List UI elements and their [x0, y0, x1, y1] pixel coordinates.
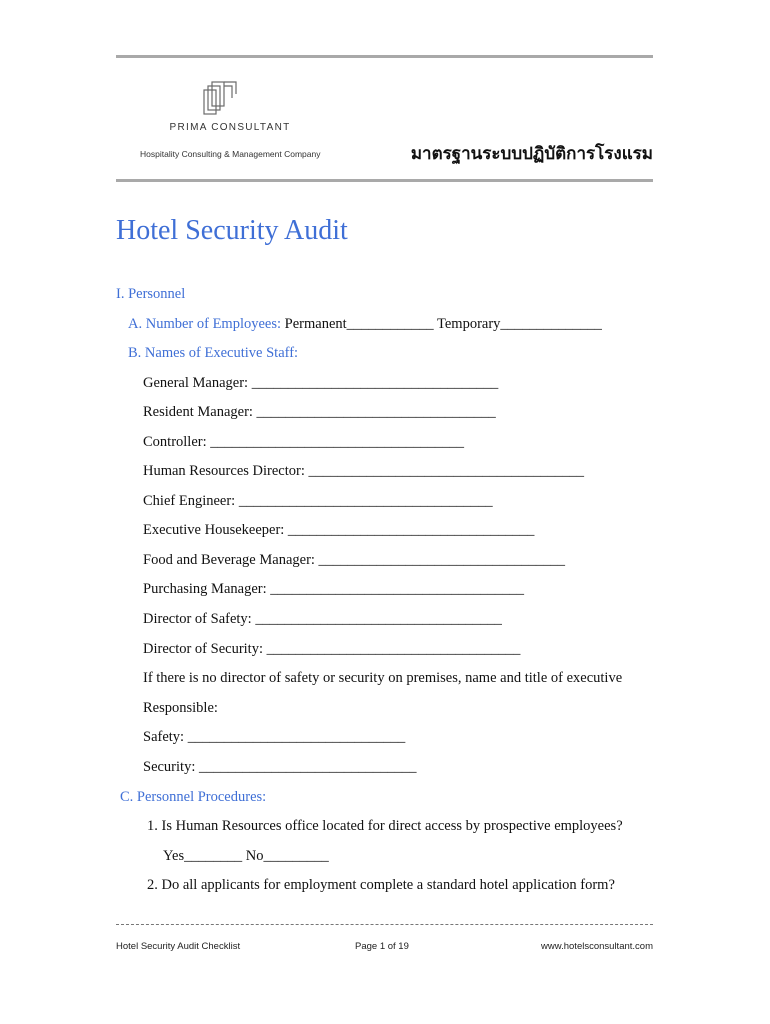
resident-manager-field[interactable]: Resident Manager: _________________________________ [143, 404, 496, 420]
director-of-security-field[interactable]: Director of Security: ___________________________________ [143, 641, 521, 657]
thai-header-title: มาตรฐานระบบปฏิบัติการโรงแรม [410, 144, 653, 164]
security-responsible-field[interactable]: Security: ______________________________ [143, 759, 417, 775]
no-director-note: If there is no director of safety or security on premises, name and title of executive [143, 670, 623, 686]
footer-document-name: Hotel Security Audit Checklist [116, 941, 241, 952]
general-manager-field[interactable]: General Manager: __________________________________ [143, 375, 499, 391]
section-personnel-heading: I. Personnel [116, 286, 186, 302]
purchasing-manager-field[interactable]: Purchasing Manager: ___________________________________ [143, 581, 524, 597]
chief-engineer-field[interactable]: Chief Engineer: ___________________________________ [143, 493, 493, 509]
footer-page-number: Page 1 of 19 [355, 941, 409, 952]
hr-director-field[interactable]: Human Resources Director: ______________________________________ [143, 463, 584, 479]
director-of-safety-field[interactable]: Director of Safety: __________________________________ [143, 611, 502, 627]
controller-field[interactable]: Controller: ___________________________________ [143, 434, 465, 450]
employee-count-label: A. Number of Employees: [128, 316, 282, 332]
footer-dashed-rule [116, 914, 653, 925]
fb-manager-field[interactable]: Food and Beverage Manager: __________________________________ [143, 552, 566, 568]
question-2: 2. Do all applicants for employment complete a standard hotel application form? [147, 877, 615, 893]
executive-staff-heading: B. Names of Executive Staff: [128, 345, 299, 361]
safety-responsible-field[interactable]: Safety: ______________________________ [143, 729, 406, 745]
employee-count-row [128, 316, 602, 333]
responsible-label: Responsible: [143, 700, 218, 716]
brand-name: PRIMA CONSULTANT [169, 122, 291, 133]
company-tagline: Hospitality Consulting & Management Company [140, 149, 321, 159]
executive-housekeeper-field[interactable]: Executive Housekeeper: __________________________________ [143, 522, 535, 538]
document-title: Hotel Security Audit [116, 215, 348, 246]
personnel-procedures-heading: C. Personnel Procedures: [120, 789, 267, 805]
prima-consultant-logo-icon [200, 80, 240, 116]
question-1-answers[interactable]: Yes________ No_________ [163, 848, 329, 864]
footer-website: www.hotelsconsultant.com [541, 941, 653, 952]
question-1: 1. Is Human Resources office located for direct access by prospective employees? [147, 818, 623, 834]
header-top-rule [116, 55, 653, 58]
employee-count-fields[interactable]: Permanent____________ Temporary______________ [284, 316, 602, 332]
header-bottom-rule [116, 179, 653, 182]
